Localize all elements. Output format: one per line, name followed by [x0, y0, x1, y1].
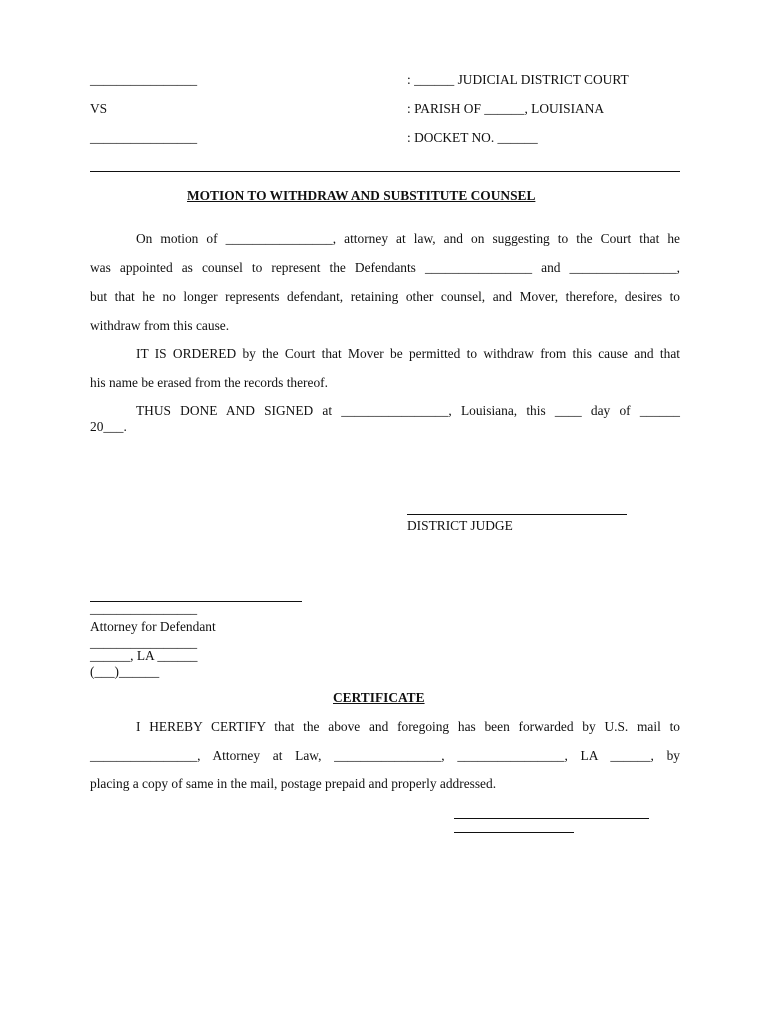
parish-line: : PARISH OF ______, LOUISIANA — [407, 101, 605, 116]
docket-line: : DOCKET NO. ______ — [407, 130, 538, 145]
attorney-city-line: ______, LA ______ — [90, 648, 198, 663]
defendant-blank: ________________ — [90, 130, 198, 145]
plaintiff-blank: ________________ — [90, 72, 198, 87]
motion-para1-line3: but that he no longer represents defendant, retaining other counsel, and Mover, therefore, desires to — [90, 289, 680, 304]
certificate-line3: placing a copy of same in the mail, postage prepaid and properly addressed. — [90, 776, 497, 791]
motion-title: MOTION TO WITHDRAW AND SUBSTITUTE COUNSEL — [187, 188, 536, 203]
attorney-phone-line: (___)______ — [90, 664, 160, 679]
motion-para3-line2: 20___. — [90, 419, 127, 434]
judge-label: DISTRICT JUDGE — [407, 518, 513, 533]
versus-label: VS — [90, 101, 108, 116]
certificate-name-line — [454, 832, 574, 833]
motion-para1-line2: was appointed as counsel to represent the Defendants ________________ and ________________, — [90, 260, 680, 275]
certificate-title: CERTIFICATE — [333, 690, 425, 705]
motion-para2-line1: IT IS ORDERED by the Court that Mover be permitted to withdraw from this cause and that — [136, 346, 680, 361]
attorney-name-blank: ________________ — [90, 601, 198, 616]
motion-para2-line2: his name be erased from the records thereof. — [90, 375, 328, 390]
caption-divider — [90, 171, 680, 172]
certificate-line1: I HEREBY CERTIFY that the above and foregoing has been forwarded by U.S. mail to — [136, 719, 680, 734]
judge-signature-line — [407, 514, 627, 515]
motion-para1-line4: withdraw from this cause. — [90, 318, 230, 333]
motion-para3-line1: THUS DONE AND SIGNED at ________________, Louisiana, this ____ day of ______ — [136, 403, 680, 418]
attorney-for-defendant-label: Attorney for Defendant — [90, 619, 216, 634]
court-line: : ______ JUDICIAL DISTRICT COURT — [407, 72, 629, 87]
certificate-signature-line — [454, 818, 649, 819]
certificate-line2: ________________, Attorney at Law, ________________, ________________, LA ______, by — [90, 748, 680, 763]
motion-para1-line1: On motion of ________________, attorney at law, and on suggesting to the Court that he — [136, 231, 680, 246]
attorney-address-blank: ________________ — [90, 635, 198, 650]
